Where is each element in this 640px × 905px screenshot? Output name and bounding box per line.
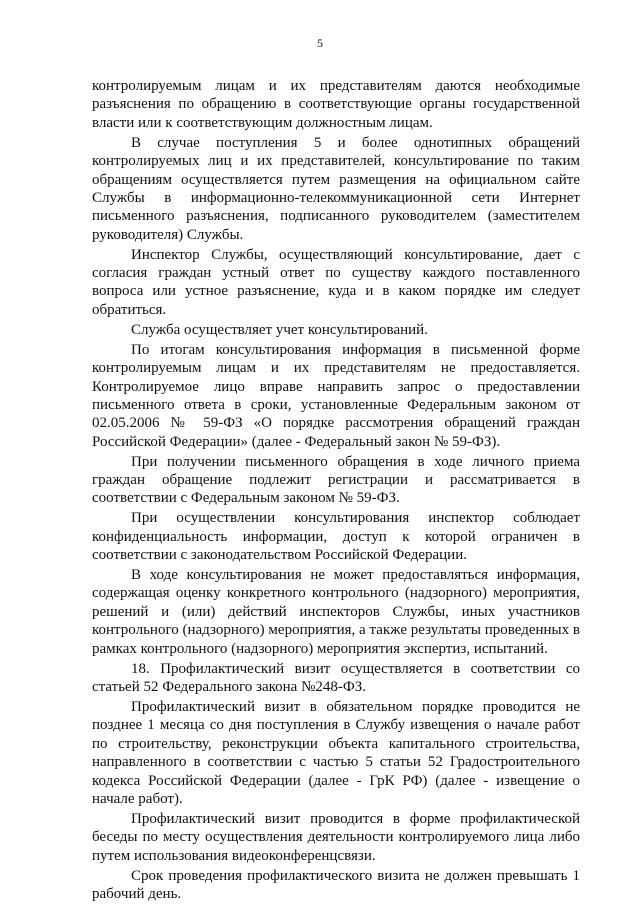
- paragraph-confidentiality: При осуществлении консультирования инспектор соблюдает конфиденциальность информации, доступ к которой ограничен в соответствии с законодательством Российской Федерации.: [92, 510, 580, 564]
- body-text: [92, 77, 580, 903]
- page-number: 5: [317, 36, 323, 50]
- paragraph-oral-answer: Инспектор Службы, осуществляющий консультирование, дает с согласия граждан устный ответ по существу каждого поставленного вопроса или устное разъяснение, куда и в каком порядке им следует обратиться.: [92, 246, 580, 318]
- paragraph-visit-duration: Срок проведения профилактического визита не должен превышать 1 рабочий день.: [92, 867, 580, 902]
- paragraph-written-appeal: При получении письменного обращения в ходе личного приема граждан обращение подлежит регистрации и рассматривается в соответствии с Федеральным законом № 59-ФЗ.: [92, 453, 580, 507]
- paragraph-mandatory-visit: Профилактический визит в обязательном порядке проводится не позднее 1 месяца со дня поступления в Службу извещения о начале работ по строительству, реконструкции объекта капитального строительства, направленного в соответствии с частью 5 статьи 52 Градостроительного кодекса Российской Федерации (далее - ГрК РФ) (далее - извещение о начале работ).: [92, 698, 580, 807]
- paragraph-continuation: контролируемым лицам и их представителям даются необходимые разъяснения по обращению в соответствующие органы государственной власти или к соответствующим должностным лицам.: [92, 78, 580, 131]
- paragraph-restrictions: В ходе консультирования не может предоставляться информация, содержащая оценку конкретного контрольного (надзорного) мероприятия, решений и (или) действий инспекторов Службы, иных участников контрольного (надзорного) мероприятия, а также результаты проведенных в рамках контрольного (надзорного) мероприятия экспертиз, испытаний.: [92, 567, 580, 657]
- paragraph-consultation-record: Служба осуществляет учет консультирований.: [131, 321, 428, 338]
- paragraph-written-request: По итогам консультирования информация в письменной форме контролируемым лицам и их представителям не предоставляется. Контролируемое лицо вправе направить запрос о предоставлении письменного ответа в сроки, установленные Федеральным законом от 02.05.2006 № 59-ФЗ «О порядке рассмотрения обращений граждан Российской Федерации» (далее - Федеральный закон № 59-ФЗ).: [92, 341, 580, 450]
- paragraph-bulk-inquiries: В случае поступления 5 и более однотипных обращений контролируемых лиц и их представителей, консультирование по таким обращениям осуществляется путем размещения на официальном сайте Службы в информационно-телекоммуникационной сети Интернет письменного разъяснения, подписанного руководителем (заместителем руководителя) Службы.: [92, 134, 580, 243]
- paragraph-visit-form: Профилактический визит проводится в форме профилактической беседы по месту осуществления деятельности контролируемого лица либо путем использования видеоконференцсвязи.: [92, 810, 580, 864]
- paragraph-item-18: 18. Профилактический визит осуществляется в соответствии со статьей 52 Федерального закона №248-ФЗ.: [92, 660, 580, 695]
